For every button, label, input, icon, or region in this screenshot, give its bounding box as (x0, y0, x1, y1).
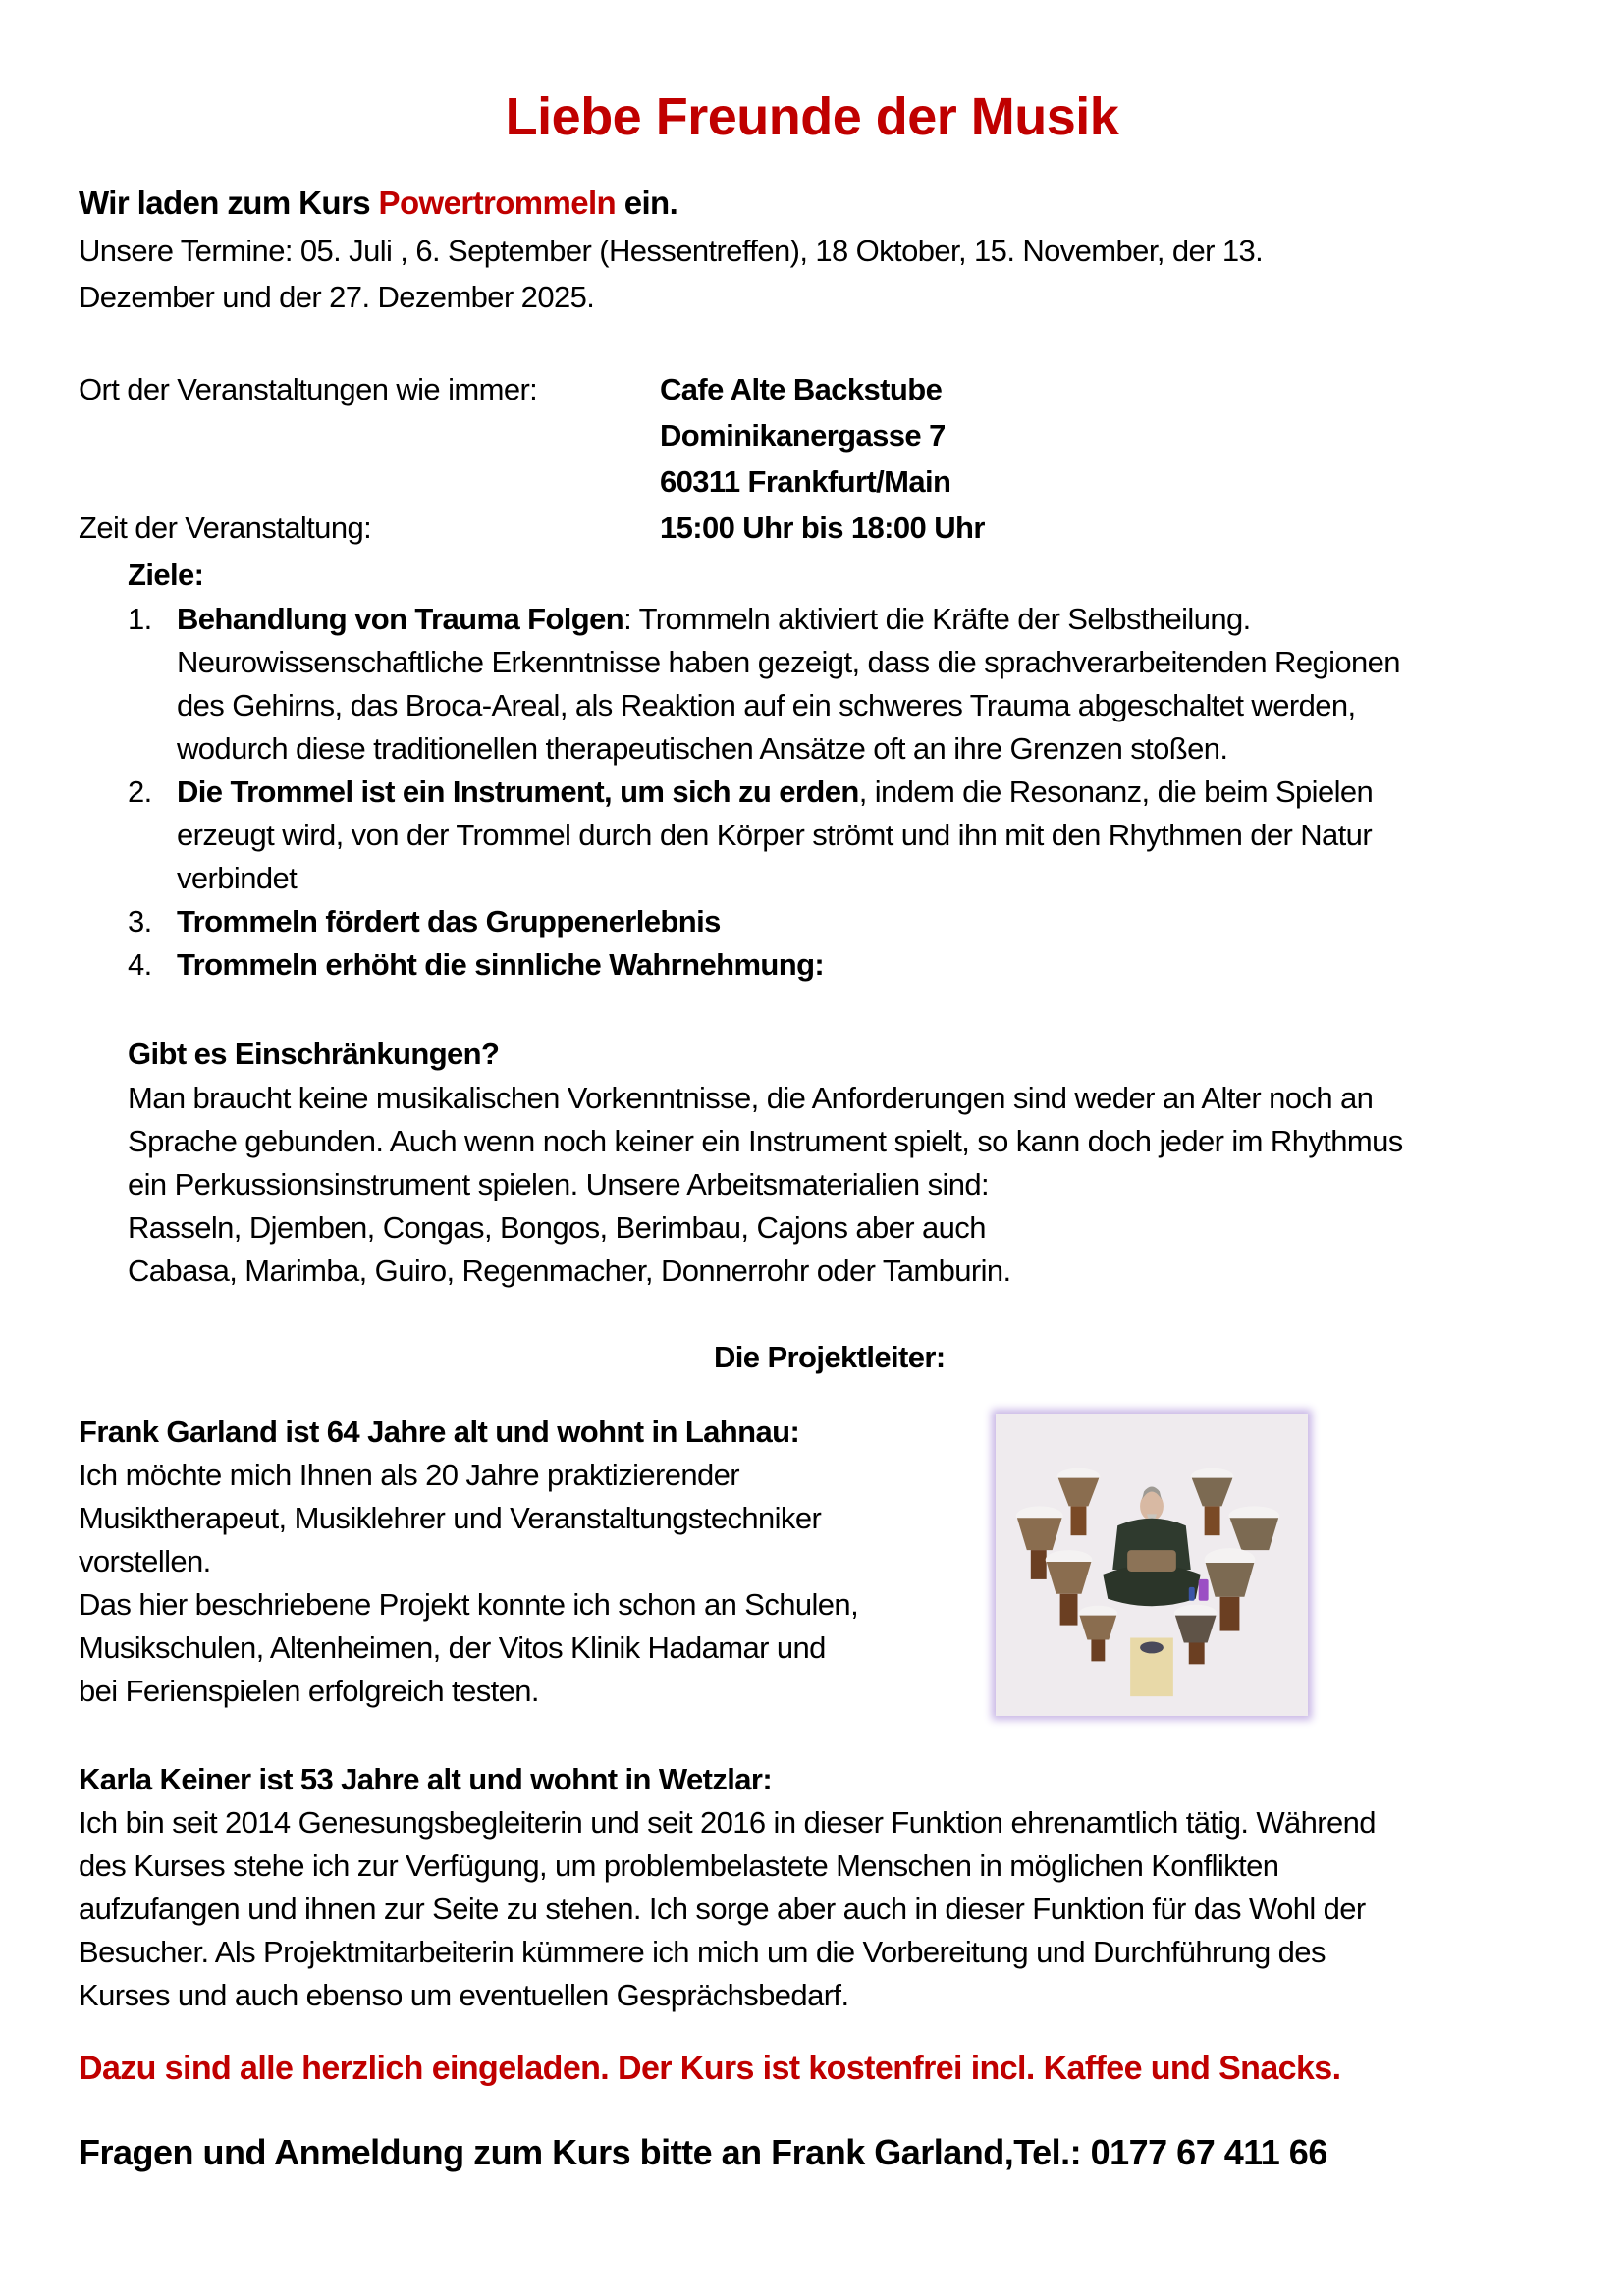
goals-heading: Ziele: (128, 558, 204, 592)
goal-text: : Trommeln aktiviert die Kräfte der Selbstheilung. (623, 602, 1251, 636)
goal-line: verbindet (177, 861, 298, 895)
invite-prefix: Wir laden zum Kurs (79, 185, 379, 221)
goal-number: 1. (128, 602, 152, 636)
frank-heading: Frank Garland ist 64 Jahre alt und wohnt in Lahnau: (79, 1415, 800, 1449)
venue-name: Cafe Alte Backstube (660, 372, 943, 406)
goal-line: erzeugt wird, von der Trommel durch den Körper strömt und ihn mit den Rhythmen der Natur (177, 818, 1373, 852)
frank-bio-line: Musiktherapeut, Musiklehrer und Veranstaltungstechniker (79, 1501, 822, 1535)
closing-invitation: Dazu sind alle herzlich eingeladen. Der Kurs ist kostenfrei incl. Kaffee und Snacks. (79, 2050, 1341, 2087)
karla-bio-line: Kurses und auch ebenso um eventuellen Gesprächsbedarf. (79, 1978, 849, 2012)
drum-circle-photo-icon (996, 1414, 1308, 1716)
page-title: Liebe Freunde der Musik (505, 87, 1119, 146)
goal-text: , indem die Resonanz, die beim Spielen (858, 774, 1374, 809)
goal-number: 2. (128, 774, 152, 809)
restrictions-line: Cabasa, Marimba, Guiro, Regenmacher, Donnerrohr oder Tamburin. (128, 1254, 1011, 1288)
frank-bio-line: Das hier beschriebene Projekt konnte ich schon an Schulen, (79, 1587, 859, 1622)
leader-photo (996, 1414, 1308, 1716)
restrictions-line: Sprache gebunden. Auch wenn noch keiner ein Instrument spielt, so kann doch jeder im Rhythmus (128, 1124, 1403, 1158)
venue-label: Ort der Veranstaltungen wie immer: (79, 372, 538, 406)
course-name: Powertrommeln (378, 185, 617, 221)
time-label: Zeit der Veranstaltung: (79, 510, 372, 545)
venue-city: 60311 Frankfurt/Main (660, 464, 951, 499)
leaders-heading: Die Projektleiter: (714, 1340, 946, 1374)
shaker-icon (1189, 1587, 1195, 1601)
invite-heading (79, 187, 677, 219)
restrictions-line: ein Perkussionsinstrument spielen. Unsere Arbeitsmaterialien sind: (128, 1167, 990, 1201)
goal-line (177, 776, 1373, 807)
frank-bio-line: vorstellen. (79, 1544, 211, 1578)
karla-bio-line: aufzufangen und ihnen zur Seite zu stehen. Ich sorge aber auch in dieser Funktion für das Wohl der (79, 1892, 1366, 1926)
restrictions-line: Man braucht keine musikalischen Vorkenntnisse, die Anforderungen sind weder an Alter noch an (128, 1081, 1374, 1115)
frank-bio-line: Ich möchte mich Ihnen als 20 Jahre praktizierender (79, 1458, 740, 1492)
goal-title: Behandlung von Trauma Folgen (177, 602, 624, 636)
goal-title: Die Trommel ist ein Instrument, um sich zu erden (177, 774, 859, 809)
contact-line: Fragen und Anmeldung zum Kurs bitte an Frank Garland,Tel.: 0177 67 411 66 (79, 2132, 1327, 2172)
restrictions-heading: Gibt es Einschränkungen? (128, 1037, 500, 1071)
goal-line: wodurch diese traditionellen therapeutischen Ansätze oft an ihre Grenzen stoßen. (177, 731, 1228, 766)
venue-street: Dominikanergasse 7 (660, 418, 946, 453)
goal-number: 4. (128, 947, 152, 982)
frank-bio-line: bei Ferienspielen erfolgreich testen. (79, 1674, 539, 1708)
box-icon (1130, 1638, 1173, 1697)
karla-bio-line: Ich bin seit 2014 Genesungsbegleiterin und seit 2016 in dieser Funktion ehrenamtlich tätig. Während (79, 1805, 1376, 1840)
goal-title: Trommeln erhöht die sinnliche Wahrnehmung: (177, 947, 825, 982)
karla-bio-line: des Kurses stehe ich zur Verfügung, um problembelastete Menschen in möglichen Konflikten (79, 1848, 1279, 1883)
goal-line: Neurowissenschaftliche Erkenntnisse haben gezeigt, dass die sprachverarbeitenden Regionen (177, 645, 1400, 679)
dates-line-1: Unsere Termine: 05. Juli , 6. September (Hessentreffen), 18 Oktober, 15. November, der 13. (79, 234, 1264, 268)
restrictions-line: Rasseln, Djemben, Congas, Bongos, Berimbau, Cajons aber auch (128, 1210, 986, 1245)
goal-line (177, 604, 1251, 634)
dates-line-2: Dezember und der 27. Dezember 2025. (79, 280, 595, 314)
goal-number: 3. (128, 904, 152, 938)
goal-title: Trommeln fördert das Gruppenerlebnis (177, 904, 721, 938)
karla-bio-line: Besucher. Als Projektmitarbeiterin kümmere ich mich um die Vorbereitung und Durchführung des (79, 1935, 1326, 1969)
goal-line: des Gehirns, das Broca-Areal, als Reaktion auf ein schweres Trauma abgeschaltet werden, (177, 688, 1356, 722)
karla-heading: Karla Keiner ist 53 Jahre alt und wohnt in Wetzlar: (79, 1762, 773, 1796)
frank-bio-line: Musikschulen, Altenheimen, der Vitos Klinik Hadamar und (79, 1630, 826, 1665)
shaker-icon (1199, 1579, 1209, 1601)
invite-suffix: ein. (616, 185, 678, 221)
time-value: 15:00 Uhr bis 18:00 Uhr (660, 510, 985, 545)
